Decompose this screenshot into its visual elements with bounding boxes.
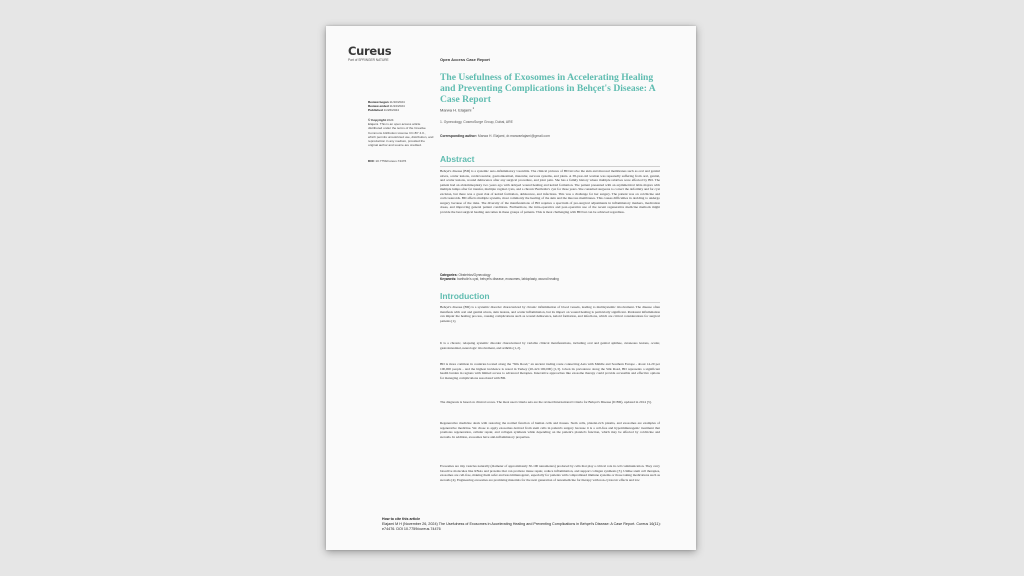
article-type: Open Access Case Report (440, 57, 490, 62)
article-page (326, 26, 696, 550)
date-value: 11/26/2024 (383, 108, 399, 113)
corresponding-value: Marwa H. Elajami, dr.marwaelajami@gmail.com (477, 134, 550, 138)
publisher-tag: Part of SPRINGER NATURE (348, 58, 389, 62)
intro-paragraph: The diagnosis is based on clinical scores. The most used criteria sets are the revised International Criteria for Behçet's Disease (ICBD), updated in 2014 [3]. (440, 400, 652, 404)
corresponding-author (440, 134, 550, 138)
copyright-label: © Copyright (368, 118, 386, 122)
date-label: Review ended (368, 104, 389, 109)
intro-paragraph: Behçet's disease (BD) is a systemic disorder characterized by chronic inflammation of blood vessels, leading to multisystemic involvement. The disease often manifests with oral and genital ulcers, skin lesions, and ocular inflammation, but its impact on wound healing is particularly significant. Persistent inflammation can impair the healing process, causing complications such as wound dehiscence, keloid formation, and infections, which are critical considerations for surgical patients [1]. (440, 305, 660, 323)
citation-heading: How to cite this article (382, 517, 421, 521)
article-title: The Usefulness of Exosomes in Accelerating Healing and Preventing Complications in Behçet's Disease: A Case Report (440, 72, 656, 105)
date-label: Review began (368, 100, 389, 104)
introduction-heading: Introduction (440, 291, 490, 301)
categories-keywords (440, 273, 559, 282)
copyright-block (368, 118, 434, 147)
affiliation: 1. Gynecology, CosmoSurge Group, Dubai, ARE (440, 120, 513, 124)
intro-paragraph: Regenerative medicine deals with restoring the normal function of human cells and tissues. Stem cells, platelet-rich plasma, and exosomes are examples of regenerative medicine. We chose to apply exosomes derived from stem cells in patient's surgery because it is a cell-free and hypoimmunogenic treatment that promotes regeneration, cellular repair, and collagen synthesis while depending on the patient's platelet's function, which may be affected by colchicine and steroids. In addition, exosomes have anti-inflammatory properties. (440, 421, 660, 439)
abstract-text: Behçet's disease (BD) is a systemic auto-inflammatory vasculitis. The clinical pictures of BD involve the skin and mucosal membranes such as oral and genital ulcers, ocular lesions, cardiovascular, gastrointestinal, muscular, nervous systems, and joints. A 38-year-old woman was repeatedly suffering from oral, genital, and ocular lesions, wound dehiscence after any surgical procedure, and joint pain. She has a family history where multiple relatives were affected by BD. The patient had an abdominoplasty two years ago with delayed wound healing and keloid formation. The patient presented with an asymmetrical labia majora with multiple lumps after fat transfer, multiple vaginal cysts, and a chronic Bartholin's cyst for three years. She consulted surgeons to correct the deformity and for cyst excision, but there was a great risk of keloid formation, dehiscence, and infections. This was a challenge for her surgery. The patient was on colchicine and corticosteroids. BD affects multiple systems, most commonly the healing of the skin and the mucous membranes. This causes difficulties in deciding to undergo surgery because of the risks. The diversity of the manifestations of BD requires a spectrum of pre-surgical adjustments in inflammatory markers, medication doses, and improving general patient conditions. Furthermore, the intra-operative and post-operative use of the recent regenerative medicine methods might provide the best surgical healing outcomes in these groups of patients. This is most challenging with BD but can be achieved regardless. (440, 169, 660, 214)
date-row (368, 108, 434, 112)
review-dates (368, 100, 434, 113)
date-value: 11/24/2024 (389, 104, 405, 109)
keywords-line (440, 277, 559, 281)
keywords-label: Keywords: (440, 277, 457, 282)
doi-line (368, 159, 434, 163)
doi-link[interactable]: 10.7759/cureus.74476 (375, 159, 407, 163)
author-affiliation-marker: 1 (472, 106, 475, 110)
corresponding-label: Corresponding author: (440, 134, 477, 138)
divider (440, 302, 660, 303)
copyright-year: 2024 (386, 118, 394, 122)
intro-paragraph: Exosomes are tiny vesicles naturally (diameter of approximately 30-100 nanometers) produced by cells that play a critical role in cell communication. They carry bioactive molecules like RNAs and proteins that can promote tissue repair, reduce inflammation, and support collagen synthesis [3]. Unlike stem cell therapies, exosomes are cell-free, making them safer and less immunogenic, especially for patients with compromised immune systems or those taking medications such as steroids [4]. Engineering exosomes are promising materials for the next generation of nanomedicine for therapy with non-cytotoxic effects and low (440, 464, 660, 482)
author-line (440, 106, 474, 112)
copyright-text: Elajami. This is an open access article distributed under the terms of the Creative Commons Attribution License CC-BY 4.0., which permits unrestricted use, distribution, and reproduction in any medium, provided the original author and source are credited. (368, 122, 434, 148)
citation-text: Elajami M H (November 26, 2024) The Usefulness of Exosomes in Accelerating Healing and Preventing Complications in Behçet's Disease: A Case Report. Cureus 16(11): e74476. DOI 10.7759/cureus.74476 (382, 521, 661, 531)
divider (440, 166, 660, 167)
author-name: Marwa H. Elajami (440, 107, 472, 113)
keywords-value: bartholin's cyst, behçet's disease, exosomes, labioplasty, wound healing (457, 277, 559, 282)
intro-paragraph: It is a chronic, relapsing systemic disorder characterized by variable clinical manifestations, including oral and genital aphthae, cutaneous lesions, ocular, gastrointestinal, neurologic involvement, and arthritis [1,2]. (440, 341, 660, 350)
date-label: Published (368, 108, 383, 113)
date-value: 11/10/2024 (389, 100, 405, 104)
categories-label: Categories: (440, 273, 458, 277)
abstract-heading: Abstract (440, 154, 475, 164)
doi-label: DOI: (368, 159, 375, 163)
categories-value: Obstetrics/Gynecology (458, 273, 491, 277)
citation-block (382, 517, 672, 531)
intro-paragraph: BD is more common in countries located along the "Silk Road," an ancient trading route connecting Asia with Middle and Southern Europe - about 14-20 per 100,000 people - and the highest incidence is noted in Turkey (20-421/100,000) [1,3]. Given its prevalence along the Silk Road, BD represents a significant health burden in regions with limited access to advanced therapies. Innovative approaches like exosome therapy could provide accessible and effective options for managing complications associated with BD. (440, 362, 660, 380)
journal-logo: Cureus (348, 44, 392, 58)
